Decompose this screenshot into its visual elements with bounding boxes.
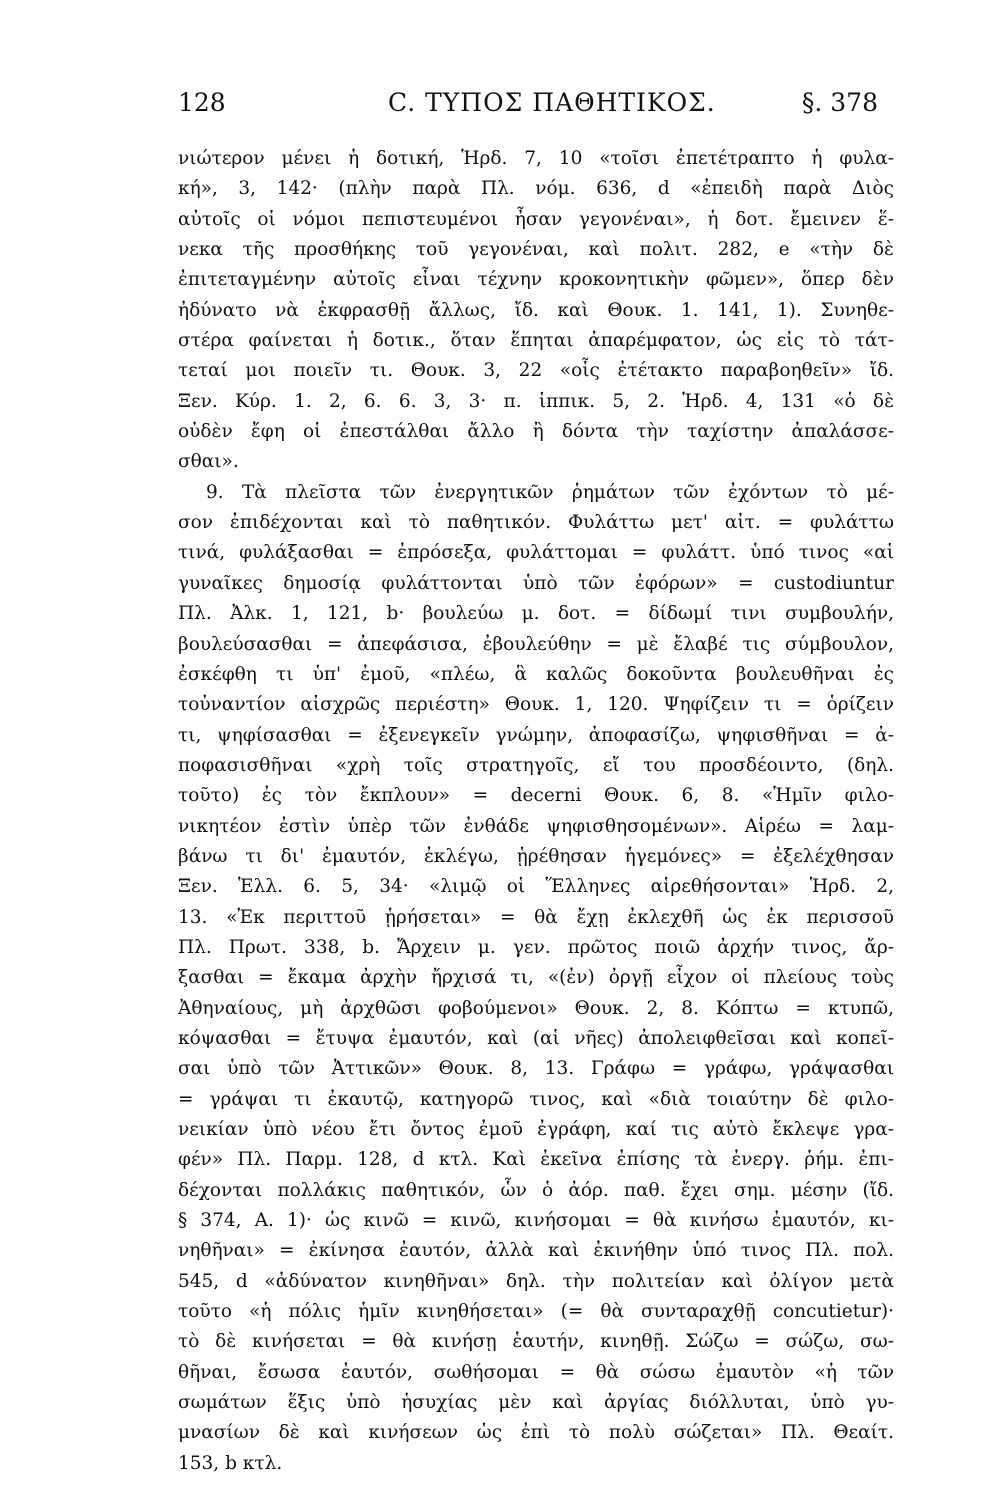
text-line: οὐδὲν ἔφη οἱ ἐπεστάλθαι ἄλλο ἢ δόντα τὴν ταχίστην ἀπαλάσσε- [178,421,894,443]
running-title: C. ΤΥΠΟΣ ΠΑΘΗΤΙΚΟΣ. [388,88,716,117]
text-line: 545, d «ἀδύνατον κινηθῆναι» δηλ. τὴν πολιτείαν καὶ ὀλίγον μετὰ [178,1270,894,1292]
text-line: = γράψαι τι ἐκαυτῷ, κατηγορῶ τινος, καὶ «διὰ τοιαύτην δὲ φιλο- [178,1088,894,1110]
text-line: τοὐναντίον αἰσχρῶς περιέστη» Θουκ. 1, 120. Ψηφίζειν τι = ὁρίζειν [178,694,894,716]
text-line: τεταί μοι ποιεῖν τι. Θουκ. 3, 22 «οἷς ἐτέτακτο παραβοηθεῖν» ἴδ. [178,360,894,382]
text-line: 153, b κτλ. [178,1452,283,1474]
text-line: § 374, A. 1)· ὡς κινῶ = κινῶ, κινήσομαι = θὰ κινήσω ἐμαυτόν, κι- [178,1210,894,1232]
text-line: γυναῖκες δημοσίᾳ φυλάττονται ὑπὸ τῶν ἐφόρων» = custodiuntur [178,572,894,594]
text-line: νεικίαν ὑπὸ νέου ἔτι ὄντος ἐμοῦ ἐγράφη, καί τις αὐτὸ ἔκλεψε γρα- [178,1119,894,1140]
section-marker: §. 378 [801,88,878,117]
text-line: τι, ψηφίσασθαι = ἐξενεγκεῖν γνώμην, ἀποφασίζω, ψηφισθῆναι = ἀ- [178,724,894,746]
page-number: 128 [178,88,226,117]
text-line: 9. Τὰ πλεῖστα τῶν ἐνεργητικῶν ῥημάτων τῶν ἐχόντων τὸ μέ- [206,481,894,503]
text-line: τοῦτο «ἡ πόλις ἡμῖν κινηθήσεται» (= θὰ συνταραχθῇ concutietur)· [178,1301,894,1323]
text-line: ἐσκέφθη τι ὑπ' ἐμοῦ, «πλέω, ἃ καλῶς δοκοῦντα βουλευθῆναι ἐς [178,663,894,685]
text-line: μνασίων δὲ καὶ κινήσεων ὡς ἐπὶ τὸ πολὺ σώζεται» Πλ. Θεαίτ. [178,1422,894,1444]
text-line: αὐτοῖς οἱ νόμοι πεπιστευμένοι ἦσαν γεγονέναι», ἡ δοτ. ἔμεινεν ἕ- [178,208,894,230]
text-line: δέχονται πολλάκις παθητικόν, ὧν ὁ ἀόρ. παθ. ἔχει σημ. μέσην (ἴδ. [178,1179,894,1201]
text-line: βάνω τι δι' ἐμαυτόν, ἐκλέγω, ᾑρέθησαν ἡγεμόνες» = ἐξελέχθησαν [178,845,894,867]
text-line: Ξεν. Ἑλλ. 6. 5, 34· «λιμῷ οἱ Ἕλληνες αἱρεθήσονται» Ἡρδ. 2, [178,876,894,898]
text-line: στέρα φαίνεται ἡ δοτικ., ὅταν ἕπηται ἀπαρέμφατον, ὡς εἰς τὸ τάτ- [178,330,894,352]
text-line: ἠδύνατο νὰ ἐκφρασθῇ ἄλλως, ἴδ. καὶ Θουκ. 1. 141, 1). Συνηθε- [178,299,894,321]
text-line: φέν» Πλ. Παρμ. 128, d κτλ. Καὶ ἐκεῖνα ἐπίσης τὰ ἐνεργ. ῥήμ. ἐπι- [178,1149,894,1171]
text-line: ποφασισθῆναι «χρὴ τοῖς στρατηγοῖς, εἴ του προσδέοιντο, (δηλ. [178,754,894,776]
text-line: νεκα τῆς προσθήκης τοῦ γεγονέναι, καὶ πολιτ. 282, e «τὴν δὲ [178,239,894,261]
text-line: τὸ δὲ κινήσεται = θὰ κινήσῃ ἑαυτήν, κινηθῇ. Σώζω = σώζω, σω- [178,1331,894,1353]
text-line: Ἀθηναίους, μὴ ἀρχθῶσι φοβούμενοι» Θουκ. 2, 8. Κόπτω = κτυπῶ, [178,997,894,1019]
text-line: τινά, φυλάξασθαι = ἐπρόσεξα, φυλάττομαι = φυλάττ. ὑπό τινος «αἱ [178,542,894,564]
text-line: νιώτερον μένει ἡ δοτική, Ἡρδ. 7, 10 «τοῖσι ἐπετέτραπτο ἡ φυλα- [178,148,894,169]
text-line: σθαι». [178,451,239,473]
text-line: Ξεν. Κύρ. 1. 2, 6. 6. 3, 3· π. ἱππικ. 5, 2. Ἡρδ. 4, 131 «ὁ δὲ [178,390,894,412]
text-line: ἐπιτεταγμένην αὐτοῖς εἶναι τέχνην κροκονητικὴν φῶμεν», ὅπερ δὲν [178,269,894,291]
text-line: θῆναι, ἔσωσα ἐαυτόν, σωθήσομαι = θὰ σώσω ἐμαυτὸν «ἡ τῶν [178,1361,894,1383]
text-line: 13. «Ἐκ περιττοῦ ᾑρήσεται» = θὰ ἔχῃ ἐκλεχθῆ ὡς ἐκ περισσοῦ [178,906,894,928]
page-body [178,144,894,1479]
text-line: τοῦτο) ἐς τὸν ἔκπλουν» = decerni Θουκ. 6, 8. «Ἡμῖν φιλο- [178,785,894,807]
text-line: σωμάτων ἕξις ὑπὸ ἡσυχίας μὲν καὶ ἀργίας διόλλυται, ὑπὸ γυ- [178,1392,894,1414]
text-line: κή», 3, 142· (πλὴν παρὰ Πλ. νόμ. 636, d «ἐπειδὴ παρὰ Διὸς [178,178,894,200]
text-line: σον ἐπιδέχονται καὶ τὸ παθητικόν. Φυλάττω μετ' αἰτ. = φυλάττω [178,512,894,534]
page-header [178,88,878,128]
text-line: Πλ. Ἀλκ. 1, 121, b· βουλεύω μ. δοτ. = δίδωμί τινι συμβουλήν, [178,603,894,625]
text-line: νηθῆναι» = ἐκίνησα ἐαυτόν, ἀλλὰ καὶ ἐκινήθην ὑπό τινος Πλ. πολ. [178,1240,894,1262]
text-line: βουλεύσασθαι = ἀπεφάσισα, ἐβουλεύθην = μὲ ἔλαβέ τις σύμβουλον, [178,633,894,655]
text-line: νικητέον ἐστὶν ὑπὲρ τῶν ἐνθάδε ψηφισθησομένων». Αἱρέω = λαμ- [178,815,894,837]
text-line: κόψασθαι = ἔτυψα ἐμαυτόν, καὶ (αἱ νῆες) ἀπολειφθεῖσαι καὶ κοπεῖ- [178,1027,894,1049]
text-line: Πλ. Πρωτ. 338, b. Ἄρχειν μ. γεν. πρῶτος ποιῶ ἀρχήν τινος, ἄρ- [178,936,894,958]
text-line: σαι ὑπὸ τῶν Ἀττικῶν» Θουκ. 8, 13. Γράφω = γράφω, γράψασθαι [178,1058,894,1080]
text-line: ξασθαι = ἔκαμα ἀρχὴν ἤρχισά τι, «(ἐν) ὀργῇ εἶχον οἱ πλείους τοὺς [178,967,894,989]
